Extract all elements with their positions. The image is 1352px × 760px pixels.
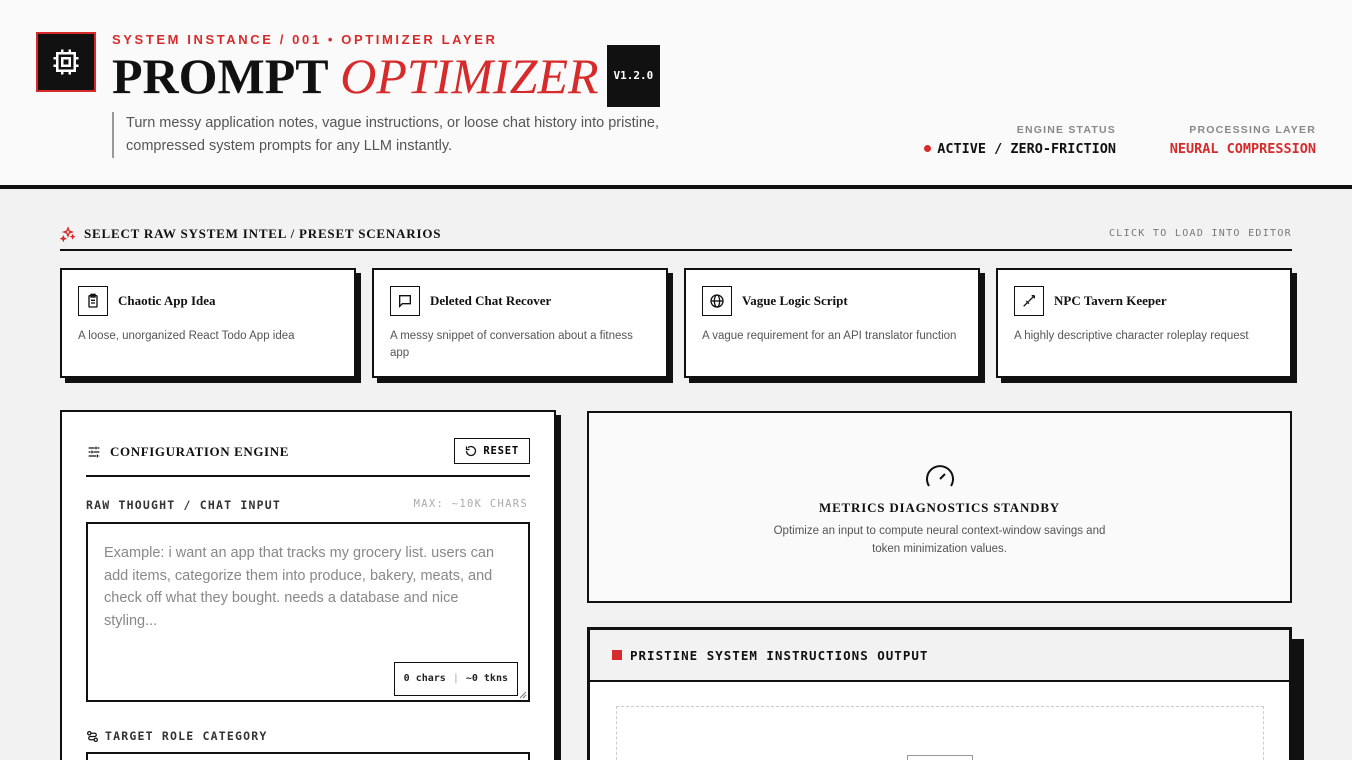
engine-status-label: ENGINE STATUS — [1016, 124, 1116, 136]
output-header — [590, 630, 1289, 682]
metrics-panel — [587, 411, 1292, 603]
page-description: Turn messy application notes, vague instructions, or loose chat history into pristine, compressed system prompts for any LLM instantly. — [112, 112, 712, 158]
metrics-description: Optimize an input to compute neural context-window savings and token minimization values. — [773, 525, 1106, 555]
role-label — [86, 729, 267, 743]
processing-layer-label: PROCESSING LAYER — [1189, 124, 1316, 136]
presets-header — [60, 222, 1292, 251]
preset-card-header — [702, 286, 962, 316]
processing-layer — [1170, 124, 1316, 157]
logo — [36, 32, 96, 92]
role-category-select[interactable] — [86, 752, 530, 760]
reset-label: RESET — [483, 445, 519, 457]
reset-button[interactable] — [454, 438, 530, 464]
message-square-icon — [390, 286, 420, 316]
input-max-hint: MAX: ~10K CHARS — [413, 498, 528, 510]
preset-card-deleted-chat[interactable] — [372, 268, 668, 378]
engine-status — [924, 124, 1116, 157]
cpu-icon — [51, 47, 81, 77]
rotate-ccw-icon — [465, 445, 477, 457]
token-count: ~0 tkns — [465, 672, 508, 684]
preset-name: Vague Logic Script — [742, 293, 848, 308]
engine-status-value: ACTIVE / ZERO-FRICTION — [937, 141, 1116, 157]
raw-input-textarea[interactable] — [86, 522, 530, 702]
role-label-text: TARGET ROLE CATEGORY — [105, 729, 268, 743]
metrics-title: METRICS DIAGNOSTICS STANDBY — [819, 500, 1060, 515]
input-label: RAW THOUGHT / CHAT INPUT — [86, 498, 281, 512]
output-placeholder-box — [907, 755, 973, 760]
preset-card-header — [390, 286, 650, 316]
preset-description: A loose, unorganized React Todo App idea — [78, 330, 295, 342]
output-title: PRISTINE SYSTEM INSTRUCTIONS OUTPUT — [630, 647, 929, 663]
sparkles-icon — [60, 226, 76, 242]
processing-layer-value: NEURAL COMPRESSION — [1169, 141, 1316, 157]
resize-grip-icon[interactable] — [519, 691, 527, 699]
route-icon — [86, 730, 99, 743]
globe-icon — [702, 286, 732, 316]
version-badge: V1.2.0 — [607, 45, 661, 107]
preset-name: Chaotic App Idea — [118, 293, 216, 308]
page-title — [112, 48, 660, 113]
preset-description: A highly descriptive character roleplay request — [1014, 330, 1249, 342]
char-count: 0 chars — [403, 672, 446, 684]
status-dot-icon — [924, 145, 931, 152]
output-panel — [587, 627, 1292, 760]
engine-status-value-row — [924, 141, 1116, 157]
preset-name: NPC Tavern Keeper — [1054, 293, 1167, 308]
preset-card-header — [78, 286, 338, 316]
sword-icon — [1014, 286, 1044, 316]
config-header — [86, 436, 530, 477]
char-token-counter — [394, 662, 518, 697]
app-header — [0, 0, 1352, 189]
sliders-icon — [86, 444, 102, 460]
red-square-icon — [612, 650, 622, 660]
preset-description: A vague requirement for an API translator function — [702, 330, 957, 342]
input-placeholder: Example: i want an app that tracks my grocery list. users can add items, categorize them into produce, bakery, meats, and check off what they bought. needs a database and nice styling... — [104, 545, 495, 629]
presets-title-text: SELECT RAW SYSTEM INTEL / PRESET SCENARIOS — [84, 226, 442, 241]
preset-card-npc-tavern[interactable] — [996, 268, 1292, 378]
preset-card-header — [1014, 286, 1274, 316]
preset-card-vague-logic[interactable] — [684, 268, 980, 378]
counter-separator: | — [452, 672, 459, 684]
gauge-icon — [924, 463, 956, 489]
preset-card-chaotic-app[interactable] — [60, 268, 356, 378]
output-dropzone — [616, 706, 1264, 760]
title-main: PROMPT — [112, 48, 328, 104]
clipboard-icon — [78, 286, 108, 316]
preset-name: Deleted Chat Recover — [430, 293, 552, 308]
title-accent: OPTIMIZER — [340, 48, 599, 104]
presets-hint: CLICK TO LOAD INTO EDITOR — [1108, 228, 1292, 239]
eyebrow-label: SYSTEM INSTANCE / 001 • OPTIMIZER LAYER — [112, 32, 498, 47]
config-title — [86, 444, 289, 460]
configuration-panel — [60, 410, 556, 760]
config-title-text: CONFIGURATION ENGINE — [110, 444, 289, 459]
preset-description: A messy snippet of conversation about a fitness app — [390, 330, 633, 359]
presets-title — [60, 226, 441, 242]
